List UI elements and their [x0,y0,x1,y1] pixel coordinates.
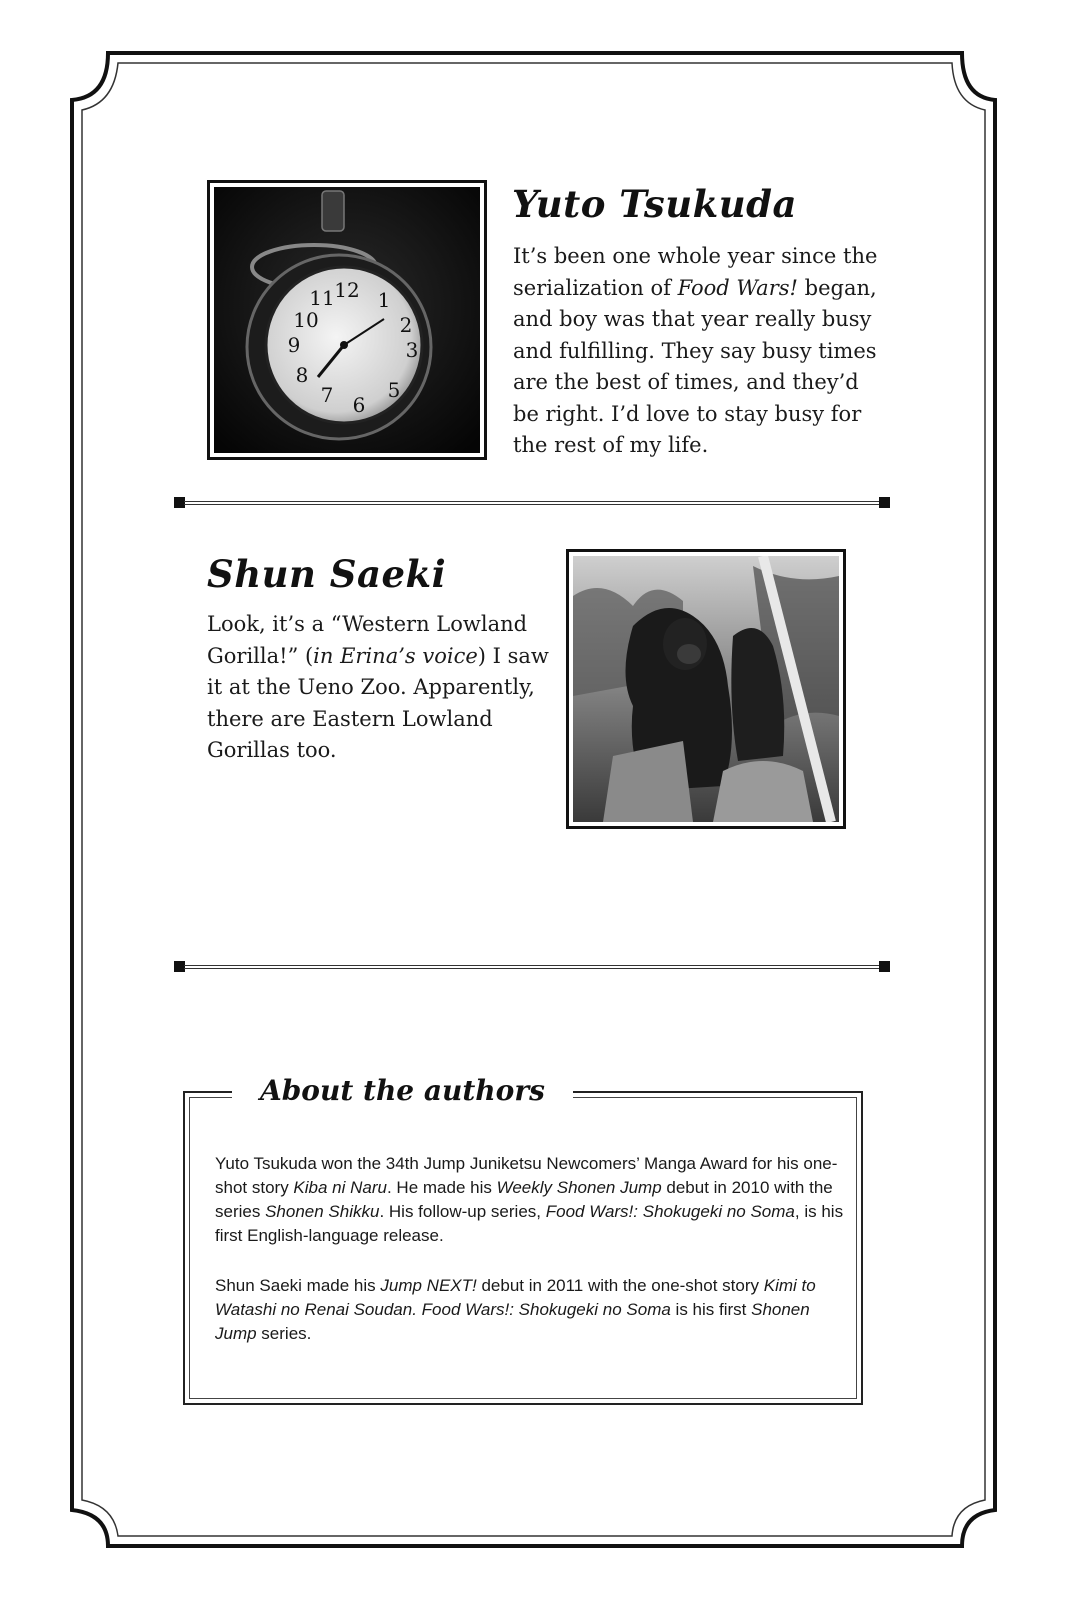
divider-end-right [879,497,890,508]
about-text: . His follow-up series, [379,1202,546,1221]
about-text: series. [256,1324,312,1343]
about-heading: About the authors [232,1068,573,1114]
about-text: is his first [670,1300,752,1319]
about-italic: Kiba ni Naru [293,1178,387,1197]
divider-end-left [174,497,185,508]
divider-end-left [174,961,185,972]
about-text: Shun Saeki made his [215,1276,381,1295]
pocket-watch-icon [214,187,480,453]
svg-text:9: 9 [287,333,301,357]
pocket-watch-photo [207,180,487,460]
shun-bio-italic: in Erina’s voice [313,643,478,668]
svg-text:11: 11 [309,286,335,310]
svg-text:1: 1 [377,288,391,312]
shun-bio-text-2: ) I saw it at the Ueno Zoo. Apparently, there are Eastern Lowland Gorillas too. [207,643,549,762]
gorilla-photo [566,549,846,829]
shun-bio [207,609,552,767]
section-divider [174,496,890,510]
yuto-name: Yuto Tsukuda [512,182,797,226]
svg-text:12: 12 [334,278,360,302]
yuto-bio-text-1: It’s been one whole year since the serialization of [513,244,878,300]
gorillas-icon [573,556,839,822]
divider-line [184,968,880,969]
about-text: . He made his [386,1178,497,1197]
shun-bio-text-1: Look, it’s a “Western Lowland Gorilla!” ( [207,612,528,668]
yuto-bio-text-2: began, and boy was that year really busy and fulfilling. They say busy times are the best of times, and they’d be right. I’d love to stay busy for the rest of my life. [513,275,877,457]
about-italic: Weekly Shonen Jump [496,1178,662,1197]
about-italic: Shonen Jump [215,1300,810,1343]
svg-text:6: 6 [352,393,366,417]
divider-line [184,965,880,966]
section-divider [174,960,890,974]
about-text: debut in 2011 with the one-shot story [476,1276,764,1295]
about-paragraph-yuto [215,1152,845,1248]
about-box [183,1091,863,1405]
about-italic: Shonen Shikku [265,1202,380,1221]
divider-line [184,504,880,505]
svg-text:5: 5 [387,378,401,402]
yuto-bio [513,241,883,462]
svg-text:3: 3 [405,338,419,362]
about-paragraph-shun [215,1274,845,1346]
svg-text:2: 2 [399,313,413,337]
svg-text:8: 8 [295,363,309,387]
svg-text:10: 10 [293,308,319,332]
about-italic: Kimi to Watashi no Renai Soudan. Food Wars!: Shokugeki no Soma [215,1276,816,1319]
divider-end-right [879,961,890,972]
about-text: debut in 2010 with the series [215,1178,833,1221]
about-text: Yuto Tsukuda won the 34th Jump Juniketsu Newcomers’ Manga Award for his one-shot story [215,1154,838,1197]
shun-name: Shun Saeki [207,552,447,596]
about-text: , is his first English-language release. [215,1202,844,1245]
svg-text:7: 7 [320,383,334,407]
about-italic: Jump NEXT! [380,1276,477,1295]
about-italic: Food Wars!: Shokugeki no Soma [545,1202,795,1221]
divider-line [184,501,880,502]
yuto-bio-title: Food Wars! [677,275,798,300]
